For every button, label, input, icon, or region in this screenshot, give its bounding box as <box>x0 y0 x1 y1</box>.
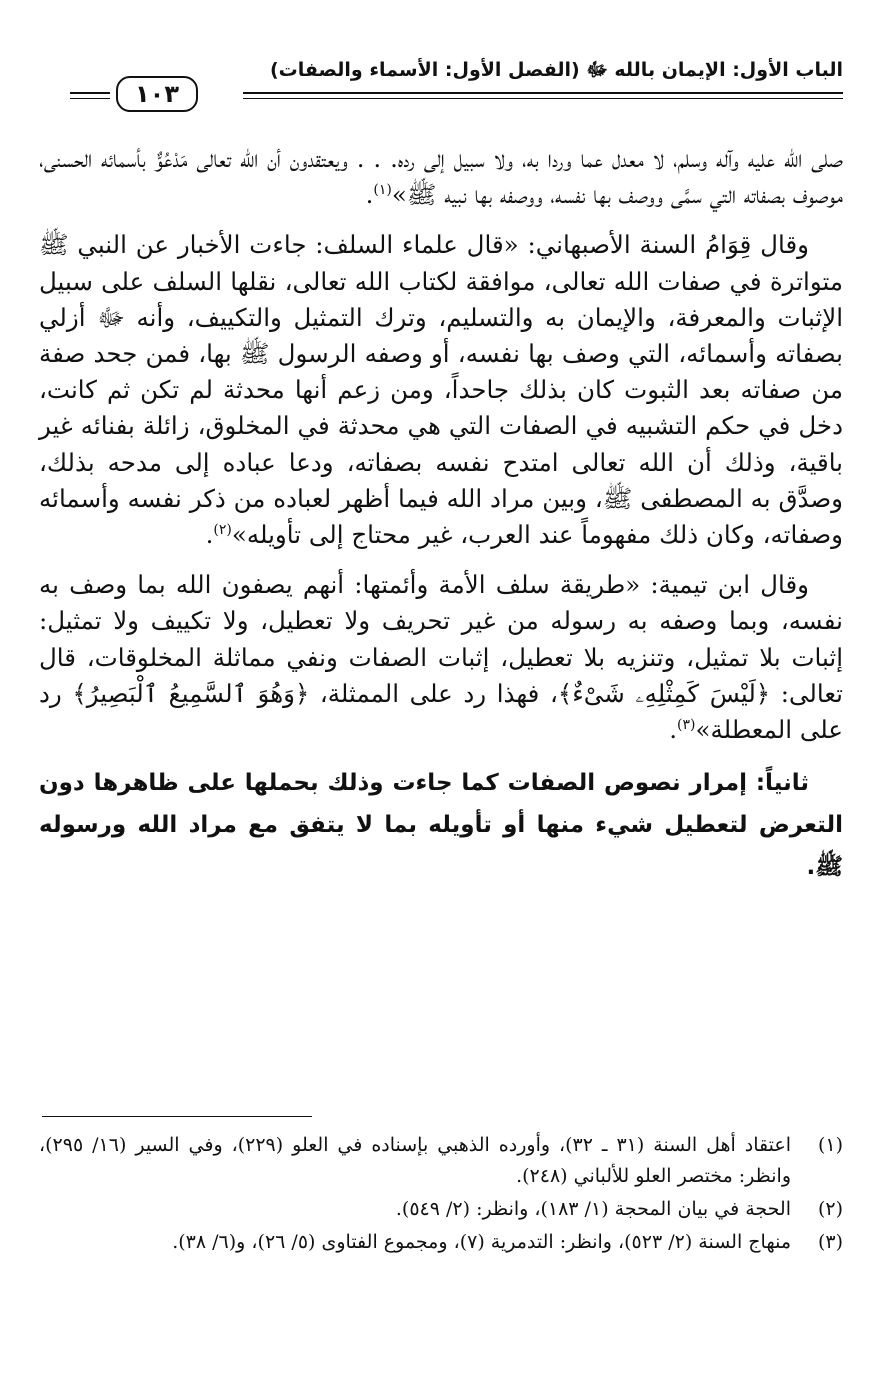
footnote-ref-1[interactable]: (١) <box>373 182 392 199</box>
paragraph-3 <box>39 567 843 748</box>
header-rule-left <box>70 92 110 99</box>
paragraph-2-text: وقال قِوَامُ السنة الأصبهاني: «قال علماء السلف: جاءت الأخبار عن النبي ﷺ متواترة في صفات الله تعالى، موافقة لكتاب الله تعالى، نقلها السلف على سبيل الإثبات والمعرفة، والإيمان به والتسليم، وترك التمثيل والتكييف، وأنه ﷻ أزلي بصفاته وأسمائه، التي وصف بها نفسه، أو وصفه الرسول ﷺ بها، فمن جحد صفة من صفاته بعد الثبوت كان بذلك جاحداً، ومن زعم أنها محدثة لم تكن ثم كانت، دخل في حكم التشبيه في الصفات التي هي محدثة في المخلوق، زائلة بفنائه غير باقية، وذلك أن الله تعالى امتدح نفسه بصفاته، ودعا عباده إلى مدحه بذلك، وصدَّق به المصطفى ﷺ، وبين مراد الله فيما أظهر لعباده من ذكر نفسه وأسمائه وصفاته، وكان ذلك مفهوماً عند العرب، غير محتاج إلى تأويله» <box>39 230 843 550</box>
footnote-text: منهاج السنة (٢/ ٥٢٣)، وانظر: التدمرية (٧)، ومجموع الفتاوى (٥/ ٢٦)، و(٦/ ٣٨). <box>172 1231 791 1253</box>
paragraph-1-text: صلى الله عليه وآله وسلم، لا معدل عما وردا به، ولا سبيل إلى رده. . . ويعتقدون أن الله تعالى مَدْعُوٌّ بأسمائه الحسنى، موصوف بصفاته التي سمَّى ووصف بها نفسه، ووصفه بها نبيه ﷺ» <box>39 144 843 210</box>
footnote-ref-3[interactable]: (٣) <box>677 716 696 733</box>
main-text <box>39 141 843 902</box>
page-number: ١٠٣ <box>116 76 198 112</box>
footnote-2 <box>39 1194 843 1225</box>
footnotes <box>39 1130 843 1260</box>
paragraph-3-end: . <box>669 715 677 745</box>
header-rule-right <box>243 92 843 99</box>
paragraph-2 <box>39 227 843 553</box>
footnote-1 <box>39 1130 843 1192</box>
chapter-title: الباب الأول: الإيمان بالله ﷻ (الفصل الأول: الأسماء والصفات) <box>269 59 843 81</box>
footnote-text: الحجة في بيان المحجة (١/ ١٨٣)، وانظر: (٢/ ٥٤٩). <box>395 1198 791 1220</box>
footnote-text: اعتقاد أهل السنة (٣١ ـ ٣٢)، وأورده الذهبي بإسناده في العلو (٢٢٩)، وفي السير (١٦/ ٢٩٥)، وانظر: مختصر العلو للألباني (٢٤٨). <box>39 1134 792 1187</box>
footnote-number: (٣) <box>817 1231 843 1253</box>
paragraph-1-end: . <box>365 180 374 210</box>
footnote-separator <box>42 1116 312 1117</box>
footnote-3 <box>39 1227 843 1258</box>
section-heading-secondly: ثانياً: إمرار نصوص الصفات كما جاءت وذلك بحملها على ظاهرها دون التعرض لتعطيل شيء منها أو تأويله بما لا يتفق مع مراد الله ورسوله ﷺ. <box>39 770 843 881</box>
paragraph-1 <box>39 141 843 213</box>
footnote-number: (١) <box>817 1134 843 1156</box>
paragraph-2-end: . <box>205 520 214 550</box>
footnote-ref-2[interactable]: (٢) <box>213 521 232 538</box>
running-header <box>70 58 843 118</box>
footnote-number: (٢) <box>817 1198 843 1220</box>
paragraph-3-text: وقال ابن تيمية: «طريقة سلف الأمة وأئمتها: أنهم يصفون الله بما وصف به نفسه، وبما وصفه به رسوله من غير تحريف ولا تعطيل، ولا تكييف ولا تمثيل: إثبات بلا تمثيل، وتنزيه بلا تعطيل، إثبات الصفات ونفي مماثلة المخلوقات، قال تعالى: ﴿لَيْسَ كَمِثْلِهِۦ شَىْءٌ﴾، فهذا رد على الممثلة، ﴿وَهُوَ ٱلسَّمِيعُ ٱلْبَصِيرُ﴾ رد على المعطلة» <box>39 570 843 745</box>
